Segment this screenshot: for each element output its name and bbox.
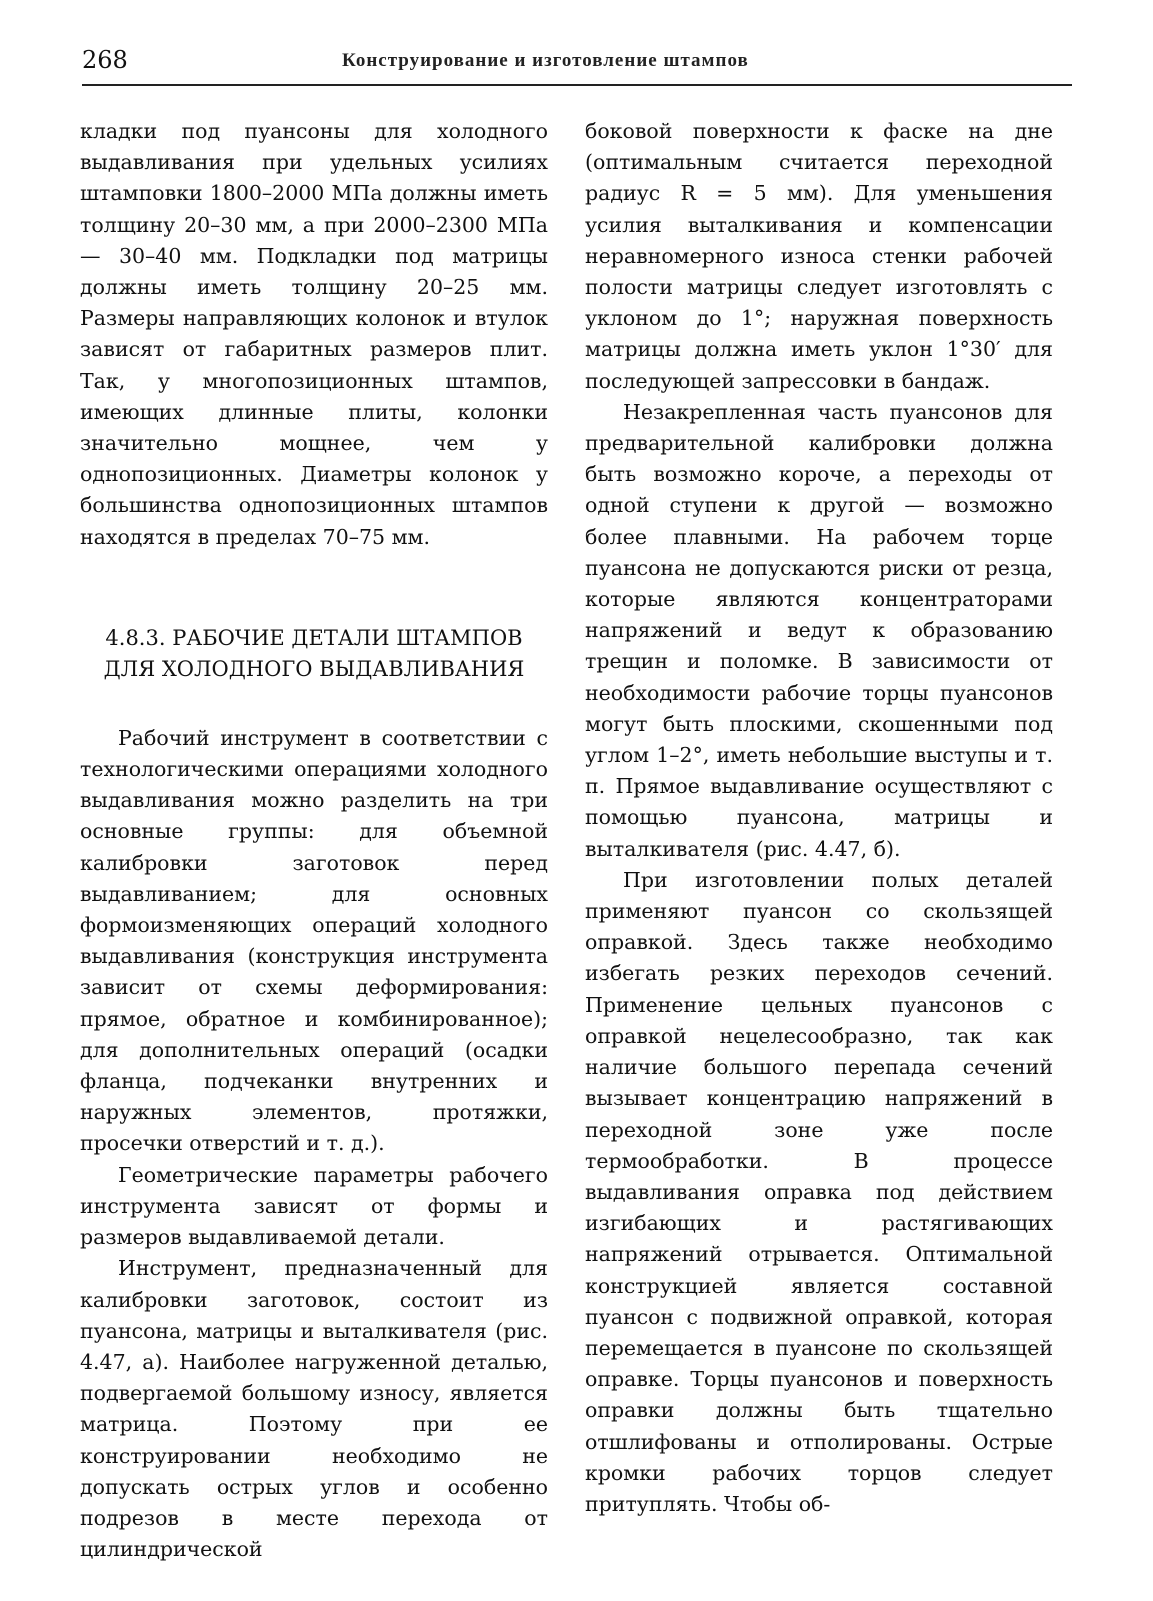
section-heading <box>80 623 548 685</box>
left-column <box>80 116 548 1565</box>
paragraph: При изготовлении полых деталей применяют пуансон со скользящей оправкой. Здесь также необходимо избегать резких переходов сечений. Применение цельных пуансонов с оправкой нецелесообразно, так как наличие большого перепада сечений вызывает концентрацию напряжений в переходной зоне уже после термообработки. В процессе выдавливания оправка под действием изгибающих и растягивающих напряжений отрывается. Оптимальной конструкцией является составной пуансон с подвижной оправкой, которая перемещается в пуансоне по скользящей оправке. Торцы пуансонов и поверхность оправки должны быть тщательно отшлифованы и отполированы. Острые кромки рабочих торцов следует притуплять. Чтобы об- <box>585 867 1053 1516</box>
paragraph-continued: боковой поверхности к фаске на дне (оптимальным считается переходной радиус R = 5 мм). Для уменьшения усилия выталкивания и компенсации неравномерного износа стенки рабочей полости матрицы следует изготовлять с уклоном до 1°; наружная поверхность матрицы должна иметь уклон 1°30′ для последующей запрессовки в бандаж. <box>585 119 1053 393</box>
paragraph: Геометрические параметры рабочего инструмента зависят от формы и размеров выдавливаемой детали. <box>80 1162 548 1250</box>
page-number: 268 <box>82 46 128 74</box>
paragraph: Незакрепленная часть пуансонов для предварительной калибровки должна быть возможно короче, а переходы от одной ступени к другой — возможно более плавными. На рабочем торце пуансона не допускаются риски от резца, которые являются концентраторами напряжений и ведут к образованию трещин и поломке. В зависимости от необходимости рабочие торцы пуансонов могут быть плоскими, скошенными под углом 1–2°, иметь небольшие выступы и т. п. Прямое выдавливание осуществляют с помощью пуансона, матрицы и выталкивателя (рис. 4.47, б). <box>585 399 1053 861</box>
paragraph: Инструмент, предназначенный для калибровки заготовок, состоит из пуансона, матрицы и выталкивателя (рис. 4.47, а). Наиболее нагруженной деталью, подвергаемой большому износу, является матрица. Поэтому при ее конструировании необходимо не допускать острых углов и особенно подрезов в месте перехода от цилиндрической <box>80 1256 548 1562</box>
section-heading-line-1: 4.8.3. РАБОЧИЕ ДЕТАЛИ ШТАМПОВ <box>105 625 523 650</box>
running-title: Конструирование и изготовление штампов <box>342 50 749 71</box>
section-heading-line-2: ДЛЯ ХОЛОДНОГО ВЫДАВЛИВАНИЯ <box>103 656 525 681</box>
running-head <box>82 46 1072 76</box>
header-rule <box>82 84 1072 86</box>
paragraph-continued: кладки под пуансоны для холодного выдавливания при удельных усилиях штамповки 1800–2000 МПа должны иметь толщину 20–30 мм, а при 2000–2300 МПа — 30–40 мм. Подкладки под матрицы должны иметь толщину 20–25 мм. Размеры направляющих колонок и втулок зависят от габаритных размеров плит. Так, у многопозиционных штампов, имеющих длинные плиты, колонки значительно мощнее, чем у однопозиционных. Диаметры колонок у большинства однопозиционных штампов находятся в пределах 70–75 мм. <box>80 119 548 549</box>
paragraph: Рабочий инструмент в соответствии с технологическими операциями холодного выдавливания можно разделить на три основные группы: для объемной калибровки заготовок перед выдавливанием; для основных формоизменяющих операций холодного выдавливания (конструкция инструмента зависит от схемы деформирования: прямое, обратное и комбинированное); для дополнительных операций (осадки фланца, подчеканки внутренних и наружных элементов, протяжки, просечки отверстий и т. д.). <box>80 725 548 1156</box>
right-column <box>585 116 1053 1520</box>
